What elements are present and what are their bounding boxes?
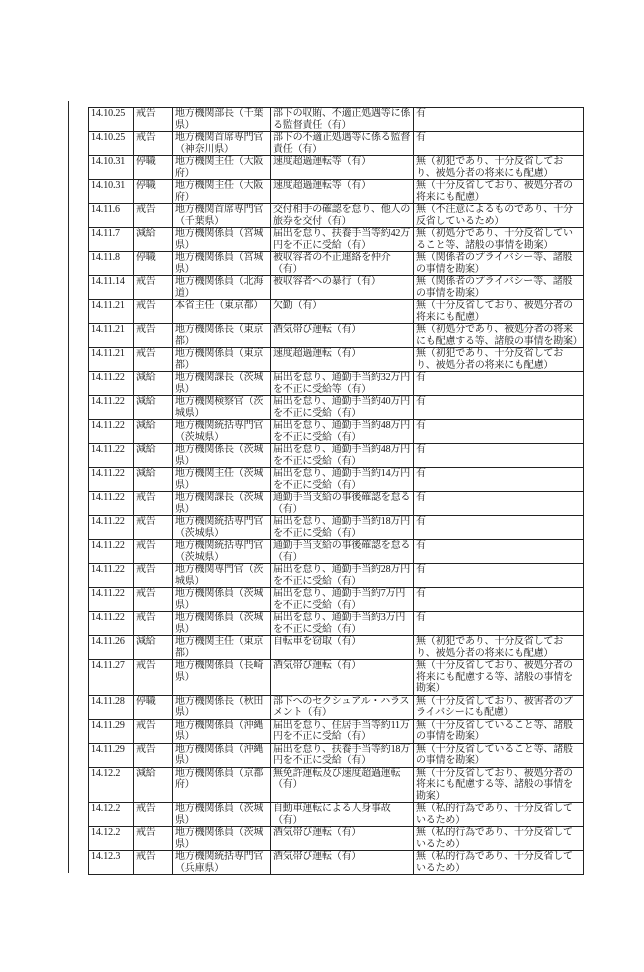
table-row: [89, 516, 584, 540]
date-cell: 14.11.28: [89, 695, 134, 719]
position-cell: 地方機関係員（茨城県）: [173, 588, 271, 612]
date-cell: 14.11.21: [89, 300, 134, 324]
publication-cell: 有: [414, 132, 584, 156]
action-type-cell: 停職: [134, 156, 173, 180]
publication-cell: 有: [414, 108, 584, 132]
reason-cell: 酒気帯び運転（有）: [271, 851, 414, 875]
date-cell: 14.11.6: [89, 204, 134, 228]
publication-cell: 無（十分反省しており、被処分者の将来にも配慮）: [414, 300, 584, 324]
publication-cell: 有: [414, 396, 584, 420]
publication-cell: 有: [414, 420, 584, 444]
reason-cell: 届出を怠り、通勤手当約3万円を不正に受給（有）: [271, 612, 414, 636]
table-row: [89, 492, 584, 516]
action-type-cell: 戒告: [134, 827, 173, 851]
reason-cell: 速度超過運転等（有）: [271, 156, 414, 180]
date-cell: 14.11.22: [89, 372, 134, 396]
table-row: [89, 276, 584, 300]
publication-cell: 有: [414, 468, 584, 492]
position-cell: 地方機関主任（大阪府）: [173, 156, 271, 180]
date-cell: 14.12.2: [89, 767, 134, 803]
action-type-cell: 戒告: [134, 660, 173, 696]
margin-rule-line: [68, 101, 69, 873]
reason-cell: 届出を怠り、通勤手当約48万円を不正に受給（有）: [271, 444, 414, 468]
date-cell: 14.11.22: [89, 588, 134, 612]
publication-cell: 無（初処分であり、十分反省していること等、諸般の事情を勘案）: [414, 228, 584, 252]
date-cell: 14.12.2: [89, 827, 134, 851]
action-type-cell: 戒告: [134, 492, 173, 516]
reason-cell: 通勤手当支給の事後確認を怠る（有）: [271, 540, 414, 564]
date-cell: 14.11.22: [89, 540, 134, 564]
position-cell: 地方機関統括専門官（茨城県）: [173, 420, 271, 444]
action-type-cell: 戒告: [134, 516, 173, 540]
reason-cell: 届出を怠り、通勤手当約18万円を不正に受給（有）: [271, 516, 414, 540]
position-cell: 地方機関専門官（茨城県）: [173, 564, 271, 588]
publication-cell: 無（十分反省しており、被処分者の将来にも配慮する等、諸般の事情を勘案）: [414, 767, 584, 803]
date-cell: 14.11.14: [89, 276, 134, 300]
date-cell: 14.12.3: [89, 851, 134, 875]
action-type-cell: 戒告: [134, 348, 173, 372]
table-row: [89, 348, 584, 372]
date-cell: 14.11.22: [89, 564, 134, 588]
table-row: [89, 827, 584, 851]
position-cell: 地方機関係員（京都府）: [173, 767, 271, 803]
reason-cell: 部下の収賄、不適正処遇等に係る監督責任（有）: [271, 108, 414, 132]
action-type-cell: 減給: [134, 468, 173, 492]
table-row: [89, 564, 584, 588]
publication-cell: 無（不注意によるものであり、十分反省しているため）: [414, 204, 584, 228]
position-cell: 地方機関係員（茨城県）: [173, 803, 271, 827]
table-row: [89, 252, 584, 276]
date-cell: 14.11.22: [89, 396, 134, 420]
date-cell: 14.11.26: [89, 636, 134, 660]
position-cell: 地方機関首席専門官（神奈川県）: [173, 132, 271, 156]
reason-cell: 届出を怠り、扶養手当等約42万円を不正に受給（有）: [271, 228, 414, 252]
position-cell: 地方機関係長（茨城県）: [173, 444, 271, 468]
reason-cell: 被収容者の不正連絡を仲介（有）: [271, 252, 414, 276]
publication-cell: 無（私的行為であり、十分反省しているため）: [414, 851, 584, 875]
publication-cell: 無（初犯であり、十分反省しており、被処分者の将来にも配慮）: [414, 156, 584, 180]
position-cell: 地方機関課長（茨城県）: [173, 372, 271, 396]
date-cell: 14.11.27: [89, 660, 134, 696]
reason-cell: 無免許運転及び速度超過運転（有）: [271, 767, 414, 803]
date-cell: 14.10.31: [89, 156, 134, 180]
reason-cell: 部下の不適正処遇等に係る監督責任（有）: [271, 132, 414, 156]
reason-cell: 届出を怠り、扶養手当等約18万円を不正に受給（有）: [271, 743, 414, 767]
action-type-cell: 減給: [134, 444, 173, 468]
position-cell: 地方機関係員（宮城県）: [173, 252, 271, 276]
reason-cell: 通勤手当支給の事後確認を怠る（有）: [271, 492, 414, 516]
publication-cell: 有: [414, 444, 584, 468]
position-cell: 地方機関部長（千葉県）: [173, 108, 271, 132]
position-cell: 地方機関課長（茨城県）: [173, 492, 271, 516]
reason-cell: 自動車運転による人身事故（有）: [271, 803, 414, 827]
action-type-cell: 減給: [134, 420, 173, 444]
action-type-cell: 戒告: [134, 300, 173, 324]
table-row: [89, 300, 584, 324]
publication-cell: 無（関係者のプライバシー等、諸般の事情を勘案）: [414, 276, 584, 300]
disciplinary-actions-table: [88, 107, 584, 875]
publication-cell: 無（初犯であり、十分反省しており、被処分者の将来にも配慮）: [414, 348, 584, 372]
date-cell: 14.11.7: [89, 228, 134, 252]
table-row: [89, 540, 584, 564]
table-body: [89, 108, 584, 875]
action-type-cell: 戒告: [134, 324, 173, 348]
action-type-cell: 戒告: [134, 803, 173, 827]
reason-cell: 速度超過運転（有）: [271, 348, 414, 372]
table-row: [89, 767, 584, 803]
reason-cell: 交付相手の確認を怠り、他人の旅券を交付（有）: [271, 204, 414, 228]
position-cell: 地方機関係長（秋田県）: [173, 695, 271, 719]
position-cell: 地方機関係員（沖縄県）: [173, 743, 271, 767]
position-cell: 地方機関係員（沖縄県）: [173, 719, 271, 743]
position-cell: 地方機関首席専門官（千葉県）: [173, 204, 271, 228]
date-cell: 14.11.8: [89, 252, 134, 276]
reason-cell: 部下へのセクシュアル・ハラスメント（有）: [271, 695, 414, 719]
position-cell: 地方機関係長（東京都）: [173, 324, 271, 348]
publication-cell: 有: [414, 588, 584, 612]
publication-cell: 有: [414, 612, 584, 636]
position-cell: 地方機関統括専門官（茨城県）: [173, 540, 271, 564]
position-cell: 地方機関主任（茨城県）: [173, 468, 271, 492]
position-cell: 地方機関係員（茨城県）: [173, 827, 271, 851]
action-type-cell: 戒告: [134, 743, 173, 767]
table-row: [89, 156, 584, 180]
date-cell: 14.10.31: [89, 180, 134, 204]
table-row: [89, 444, 584, 468]
publication-cell: 無（初処分であり、被処分者の将来にも配慮する等、諸般の事情を勘案）: [414, 324, 584, 348]
reason-cell: 速度超過運転等（有）: [271, 180, 414, 204]
action-type-cell: 停職: [134, 695, 173, 719]
date-cell: 14.11.22: [89, 612, 134, 636]
reason-cell: 届出を怠り、住居手当等約11万円を不正に受給（有）: [271, 719, 414, 743]
position-cell: 地方機関係員（東京都）: [173, 348, 271, 372]
date-cell: 14.11.21: [89, 324, 134, 348]
table-row: [89, 612, 584, 636]
publication-cell: 無（十分反省しており、被害者のプライバシーにも配慮）: [414, 695, 584, 719]
table-row: [89, 204, 584, 228]
table-row: [89, 228, 584, 252]
action-type-cell: 停職: [134, 252, 173, 276]
date-cell: 14.11.29: [89, 719, 134, 743]
reason-cell: 届出を怠り、通勤手当約40万円を不正に受給（有）: [271, 396, 414, 420]
date-cell: 14.11.22: [89, 420, 134, 444]
action-type-cell: 戒告: [134, 132, 173, 156]
reason-cell: 酒気帯び運転（有）: [271, 660, 414, 696]
action-type-cell: 戒告: [134, 719, 173, 743]
action-type-cell: 戒告: [134, 108, 173, 132]
date-cell: 14.12.2: [89, 803, 134, 827]
reason-cell: 自転車を窃取（有）: [271, 636, 414, 660]
position-cell: 本省主任（東京都）: [173, 300, 271, 324]
action-type-cell: 戒告: [134, 564, 173, 588]
date-cell: 14.11.29: [89, 743, 134, 767]
reason-cell: 届出を怠り、通勤手当約14万円を不正に受給（有）: [271, 468, 414, 492]
publication-cell: 無（十分反省しており、被処分者の将来にも配慮）: [414, 180, 584, 204]
action-type-cell: 戒告: [134, 851, 173, 875]
position-cell: 地方機関主任（大阪府）: [173, 180, 271, 204]
action-type-cell: 戒告: [134, 276, 173, 300]
publication-cell: 無（十分反省していること等、諸般の事情を勘案）: [414, 743, 584, 767]
action-type-cell: 戒告: [134, 588, 173, 612]
publication-cell: 有: [414, 564, 584, 588]
action-type-cell: 停職: [134, 180, 173, 204]
date-cell: 14.10.25: [89, 108, 134, 132]
publication-cell: 無（私的行為であり、十分反省しているため）: [414, 803, 584, 827]
publication-cell: 無（十分反省していること等、諸般の事情を勘案）: [414, 719, 584, 743]
publication-cell: 有: [414, 516, 584, 540]
date-cell: 14.11.22: [89, 444, 134, 468]
position-cell: 地方機関係員（北海道）: [173, 276, 271, 300]
position-cell: 地方機関係員（長崎県）: [173, 660, 271, 696]
table-row: [89, 588, 584, 612]
table-row: [89, 468, 584, 492]
position-cell: 地方機関統括専門官（兵庫県）: [173, 851, 271, 875]
reason-cell: 届出を怠り、通勤手当約48万円を不正に受給（有）: [271, 420, 414, 444]
table-row: [89, 695, 584, 719]
position-cell: 地方機関係員（茨城県）: [173, 612, 271, 636]
date-cell: 14.11.21: [89, 348, 134, 372]
publication-cell: 有: [414, 372, 584, 396]
reason-cell: 被収容者への暴行（有）: [271, 276, 414, 300]
action-type-cell: 減給: [134, 767, 173, 803]
table-row: [89, 396, 584, 420]
reason-cell: 欠勤（有）: [271, 300, 414, 324]
date-cell: 14.11.22: [89, 492, 134, 516]
reason-cell: 酒気帯び運転（有）: [271, 827, 414, 851]
table-row: [89, 803, 584, 827]
table-row: [89, 743, 584, 767]
position-cell: 地方機関統括専門官（茨城県）: [173, 516, 271, 540]
table-row: [89, 324, 584, 348]
date-cell: 14.11.22: [89, 516, 134, 540]
reason-cell: 届出を怠り、通勤手当約7万円を不正に受給（有）: [271, 588, 414, 612]
publication-cell: 有: [414, 492, 584, 516]
table-row: [89, 719, 584, 743]
action-type-cell: 戒告: [134, 540, 173, 564]
table-row: [89, 132, 584, 156]
action-type-cell: 戒告: [134, 612, 173, 636]
table-row: [89, 108, 584, 132]
reason-cell: 届出を怠り、通勤手当約32万円を不正に受給等（有）: [271, 372, 414, 396]
table-row: [89, 420, 584, 444]
table-row: [89, 180, 584, 204]
publication-cell: 無（十分反省しており、被処分者の将来にも配慮する等、諸般の事情を勘案）: [414, 660, 584, 696]
table-row: [89, 660, 584, 696]
action-type-cell: 減給: [134, 372, 173, 396]
publication-cell: 有: [414, 540, 584, 564]
position-cell: 地方機関検察官（茨城県）: [173, 396, 271, 420]
action-type-cell: 減給: [134, 228, 173, 252]
action-type-cell: 戒告: [134, 204, 173, 228]
position-cell: 地方機関主任（東京都）: [173, 636, 271, 660]
action-type-cell: 減給: [134, 396, 173, 420]
action-type-cell: 減給: [134, 636, 173, 660]
reason-cell: 届出を怠り、通勤手当約28万円を不正に受給（有）: [271, 564, 414, 588]
table-row: [89, 636, 584, 660]
date-cell: 14.11.22: [89, 468, 134, 492]
table-row: [89, 851, 584, 875]
publication-cell: 無（初犯であり、十分反省しており、被処分者の将来にも配慮）: [414, 636, 584, 660]
date-cell: 14.10.25: [89, 132, 134, 156]
table-row: [89, 372, 584, 396]
position-cell: 地方機関係員（宮城県）: [173, 228, 271, 252]
publication-cell: 無（私的行為であり、十分反省しているため）: [414, 827, 584, 851]
publication-cell: 無（関係者のプライバシー等、諸般の事情を勘案）: [414, 252, 584, 276]
reason-cell: 酒気帯び運転（有）: [271, 324, 414, 348]
